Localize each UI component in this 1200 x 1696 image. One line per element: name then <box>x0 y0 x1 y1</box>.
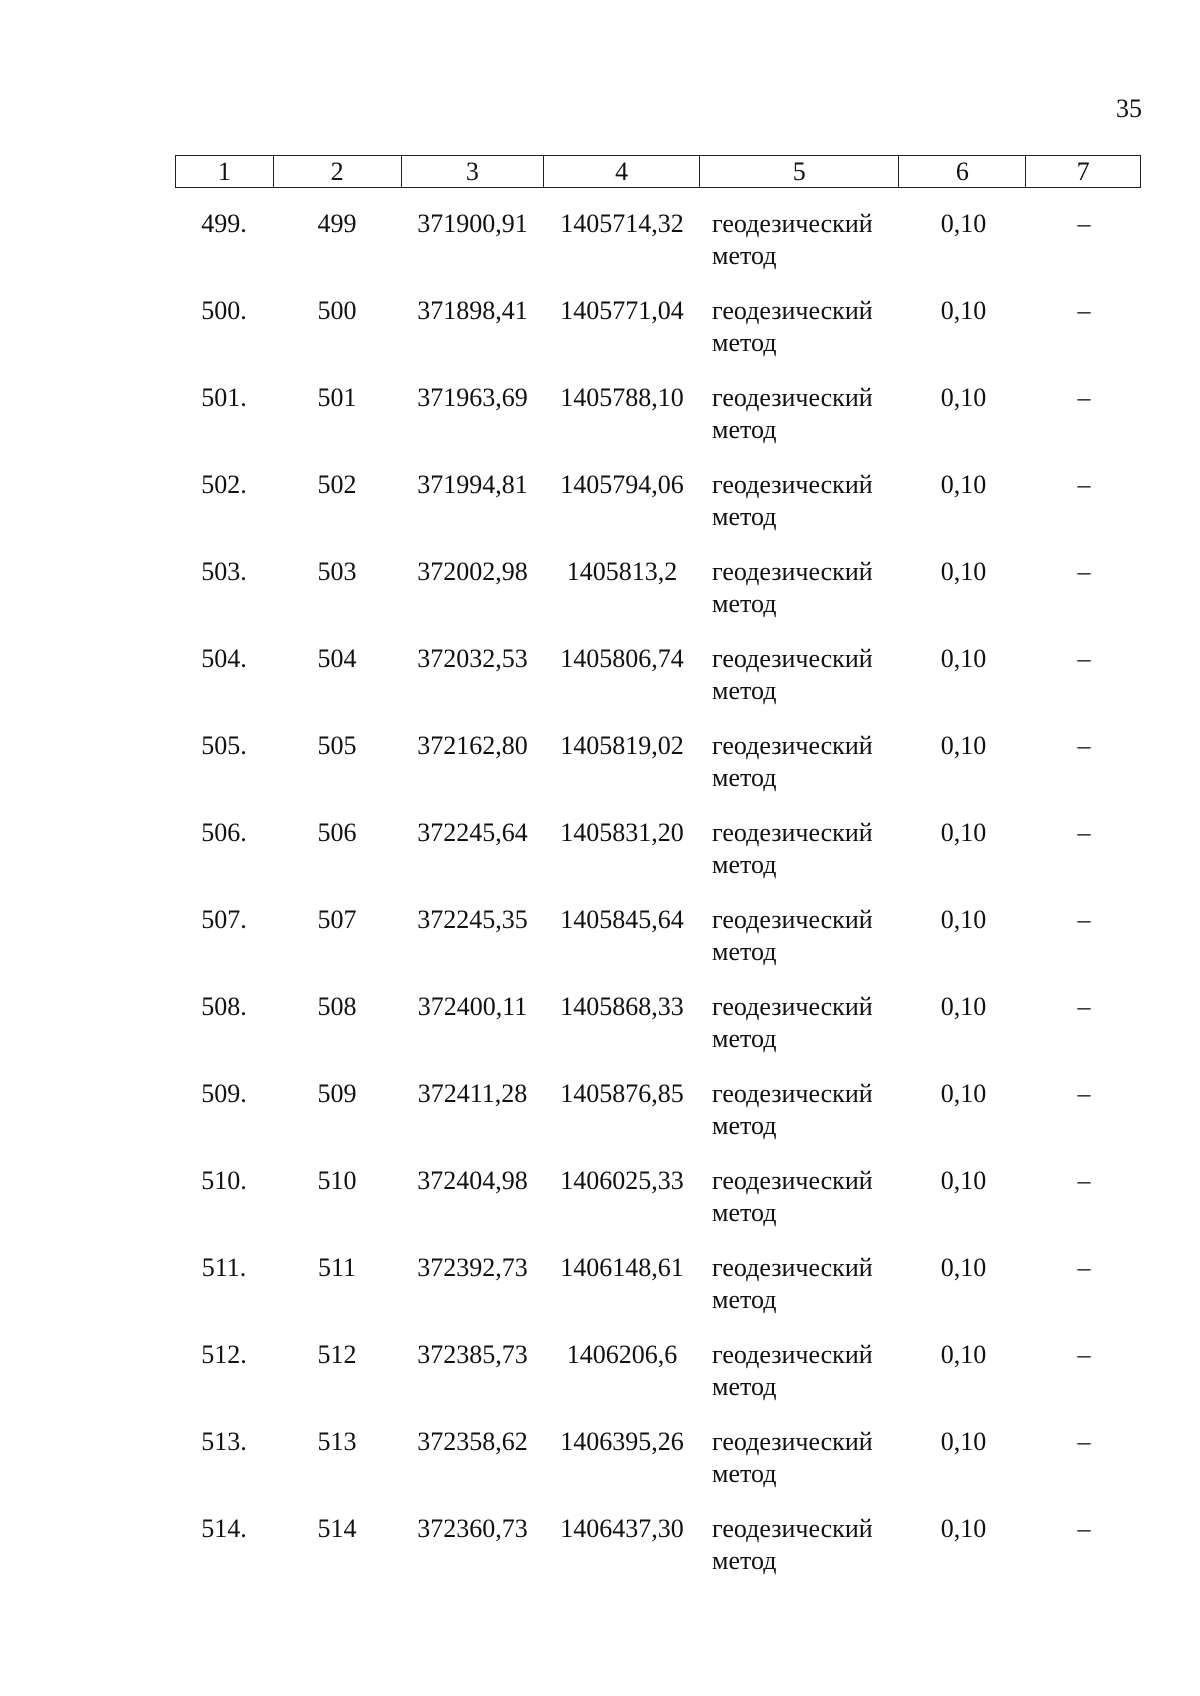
x-coordinate-cell: 372245,35 <box>417 905 528 934</box>
accuracy-cell: 0,10 <box>940 1253 987 1282</box>
accuracy-cell: 0,10 <box>940 209 987 238</box>
accuracy-cell: 0,10 <box>940 296 987 325</box>
point-id-cell: 511 <box>317 1253 357 1282</box>
accuracy-cell: 0,10 <box>940 1340 987 1369</box>
note-cell: – <box>1077 1427 1091 1456</box>
row-number-cell: 503. <box>201 557 247 586</box>
y-coordinate-cell: 1405788,10 <box>560 383 684 412</box>
row-number-cell: 514. <box>201 1514 247 1543</box>
method-cell <box>700 817 900 904</box>
note-cell: – <box>1077 1079 1091 1108</box>
point-id-cell: 500 <box>317 296 357 325</box>
table-row <box>175 1078 1141 1165</box>
accuracy-cell: 0,10 <box>940 1514 987 1543</box>
x-coordinate-cell: 372358,62 <box>417 1427 528 1456</box>
point-id-cell: 502 <box>317 470 357 499</box>
y-coordinate-cell: 1406148,61 <box>560 1253 684 1282</box>
note-cell: – <box>1077 905 1091 934</box>
table-row <box>175 643 1141 730</box>
point-id-cell: 499 <box>317 209 357 238</box>
method-cell <box>700 556 900 643</box>
x-coordinate-cell: 371900,91 <box>417 209 528 238</box>
table-row <box>175 469 1141 556</box>
method-line-2: метод <box>712 241 777 270</box>
header-col-4: 4 <box>544 156 700 187</box>
row-number-cell: 510. <box>201 1166 247 1195</box>
table-row <box>175 904 1141 991</box>
method-line-1: геодезический <box>712 1514 873 1543</box>
method-cell <box>700 295 900 382</box>
x-coordinate-cell: 372032,53 <box>417 644 528 673</box>
accuracy-cell: 0,10 <box>940 557 987 586</box>
method-line-1: геодезический <box>712 557 873 586</box>
method-line-2: метод <box>712 1285 777 1314</box>
method-cell <box>700 1165 900 1252</box>
table-row <box>175 817 1141 904</box>
x-coordinate-cell: 372411,28 <box>417 1079 528 1108</box>
method-cell <box>700 730 900 817</box>
note-cell: – <box>1077 296 1091 325</box>
accuracy-cell: 0,10 <box>940 470 987 499</box>
method-line-2: метод <box>712 1198 777 1227</box>
method-line-1: геодезический <box>712 1253 873 1282</box>
point-id-cell: 513 <box>317 1427 357 1456</box>
accuracy-cell: 0,10 <box>940 818 987 847</box>
y-coordinate-cell: 1405868,33 <box>560 992 684 1021</box>
method-line-1: геодезический <box>712 470 873 499</box>
note-cell: – <box>1077 470 1091 499</box>
note-cell: – <box>1077 209 1091 238</box>
note-cell: – <box>1077 731 1091 760</box>
table-row <box>175 991 1141 1078</box>
method-line-2: метод <box>712 1024 777 1053</box>
method-cell <box>700 1078 900 1165</box>
note-cell: – <box>1077 1514 1091 1543</box>
note-cell: – <box>1077 1166 1091 1195</box>
note-cell: – <box>1077 992 1091 1021</box>
table-row <box>175 1426 1141 1513</box>
y-coordinate-cell: 1405771,04 <box>560 296 684 325</box>
method-line-2: метод <box>712 415 777 444</box>
method-line-1: геодезический <box>712 209 873 238</box>
method-cell <box>700 208 900 295</box>
header-col-1: 1 <box>176 156 274 187</box>
row-number-cell: 499. <box>201 209 247 238</box>
point-id-cell: 507 <box>317 905 357 934</box>
method-cell <box>700 382 900 469</box>
note-cell: – <box>1077 644 1091 673</box>
point-id-cell: 506 <box>317 818 357 847</box>
x-coordinate-cell: 372400,11 <box>417 992 528 1021</box>
point-id-cell: 501 <box>317 383 357 412</box>
table-row <box>175 295 1141 382</box>
x-coordinate-cell: 372360,73 <box>417 1514 528 1543</box>
method-line-2: метод <box>712 328 777 357</box>
method-line-2: метод <box>712 937 777 966</box>
table-header <box>175 155 1141 188</box>
row-number-cell: 508. <box>201 992 247 1021</box>
x-coordinate-cell: 371898,41 <box>417 296 528 325</box>
method-cell <box>700 904 900 991</box>
table-row <box>175 208 1141 295</box>
y-coordinate-cell: 1405831,20 <box>560 818 684 847</box>
y-coordinate-cell: 1405806,74 <box>560 644 684 673</box>
point-id-cell: 512 <box>317 1340 357 1369</box>
row-number-cell: 506. <box>201 818 247 847</box>
accuracy-cell: 0,10 <box>940 1079 987 1108</box>
table-row <box>175 1339 1141 1426</box>
method-line-1: геодезический <box>712 383 873 412</box>
method-cell <box>700 1252 900 1339</box>
y-coordinate-cell: 1405876,85 <box>560 1079 684 1108</box>
note-cell: – <box>1077 383 1091 412</box>
accuracy-cell: 0,10 <box>940 992 987 1021</box>
method-line-1: геодезический <box>712 1427 873 1456</box>
method-line-1: геодезический <box>712 992 873 1021</box>
y-coordinate-cell: 1406206,6 <box>566 1340 678 1369</box>
method-line-2: метод <box>712 589 777 618</box>
y-coordinate-cell: 1405845,64 <box>560 905 684 934</box>
row-number-cell: 502. <box>201 470 247 499</box>
x-coordinate-cell: 371963,69 <box>417 383 528 412</box>
point-id-cell: 508 <box>317 992 357 1021</box>
method-line-1: геодезический <box>712 1166 873 1195</box>
method-cell <box>700 1513 900 1600</box>
x-coordinate-cell: 372162,80 <box>417 731 528 760</box>
y-coordinate-cell: 1406395,26 <box>560 1427 684 1456</box>
method-line-1: геодезический <box>712 1079 873 1108</box>
row-number-cell: 511. <box>201 1253 247 1282</box>
method-line-1: геодезический <box>712 644 873 673</box>
row-number-cell: 507. <box>201 905 247 934</box>
y-coordinate-cell: 1406437,30 <box>560 1514 684 1543</box>
accuracy-cell: 0,10 <box>940 905 987 934</box>
accuracy-cell: 0,10 <box>940 1166 987 1195</box>
y-coordinate-cell: 1405714,32 <box>560 209 684 238</box>
method-line-2: метод <box>712 502 777 531</box>
x-coordinate-cell: 372404,98 <box>417 1166 528 1195</box>
point-id-cell: 510 <box>317 1166 357 1195</box>
header-col-3: 3 <box>402 156 545 187</box>
point-id-cell: 505 <box>317 731 357 760</box>
point-id-cell: 504 <box>317 644 357 673</box>
row-number-cell: 504. <box>201 644 247 673</box>
note-cell: – <box>1077 1253 1091 1282</box>
method-line-1: геодезический <box>712 905 873 934</box>
method-line-2: метод <box>712 1546 777 1575</box>
header-col-7: 7 <box>1076 157 1090 186</box>
method-cell <box>700 643 900 730</box>
page-number: 35 <box>1116 94 1142 123</box>
accuracy-cell: 0,10 <box>940 383 987 412</box>
method-line-1: геодезический <box>712 296 873 325</box>
table-row <box>175 1252 1141 1339</box>
x-coordinate-cell: 372385,73 <box>417 1340 528 1369</box>
point-id-cell: 503 <box>317 557 357 586</box>
row-number-cell: 501. <box>201 383 247 412</box>
method-line-2: метод <box>712 763 777 792</box>
method-line-2: метод <box>712 1372 777 1401</box>
method-cell <box>700 1339 900 1426</box>
note-cell: – <box>1077 1340 1091 1369</box>
y-coordinate-cell: 1406025,33 <box>560 1166 684 1195</box>
method-cell <box>700 469 900 556</box>
method-line-2: метод <box>712 1111 777 1140</box>
header-col-2: 2 <box>274 156 402 187</box>
row-number-cell: 505. <box>201 731 247 760</box>
accuracy-cell: 0,10 <box>940 644 987 673</box>
point-id-cell: 509 <box>317 1079 357 1108</box>
x-coordinate-cell: 372245,64 <box>417 818 528 847</box>
row-number-cell: 512. <box>201 1340 247 1369</box>
x-coordinate-cell: 372392,73 <box>417 1253 528 1282</box>
table-row <box>175 556 1141 643</box>
method-line-2: метод <box>712 1459 777 1488</box>
y-coordinate-cell: 1405819,02 <box>560 731 684 760</box>
row-number-cell: 513. <box>201 1427 247 1456</box>
table-body <box>175 208 1141 1600</box>
row-number-cell: 509. <box>201 1079 247 1108</box>
method-line-2: метод <box>712 850 777 879</box>
table-row <box>175 730 1141 817</box>
x-coordinate-cell: 372002,98 <box>417 557 528 586</box>
header-col-5: 5 <box>700 156 900 187</box>
x-coordinate-cell: 371994,81 <box>417 470 528 499</box>
accuracy-cell: 0,10 <box>940 731 987 760</box>
header-col-6: 6 <box>899 156 1026 187</box>
y-coordinate-cell: 1405813,2 <box>566 557 678 586</box>
method-cell <box>700 1426 900 1513</box>
note-cell: – <box>1077 557 1091 586</box>
method-line-1: геодезический <box>712 818 873 847</box>
method-line-1: геодезический <box>712 731 873 760</box>
method-line-1: геодезический <box>712 1340 873 1369</box>
table-row <box>175 1165 1141 1252</box>
note-cell: – <box>1077 818 1091 847</box>
table-row <box>175 382 1141 469</box>
table-row <box>175 1513 1141 1600</box>
accuracy-cell: 0,10 <box>940 1427 987 1456</box>
row-number-cell: 500. <box>201 296 247 325</box>
method-cell <box>700 991 900 1078</box>
y-coordinate-cell: 1405794,06 <box>560 470 684 499</box>
method-line-2: метод <box>712 676 777 705</box>
point-id-cell: 514 <box>317 1514 357 1543</box>
